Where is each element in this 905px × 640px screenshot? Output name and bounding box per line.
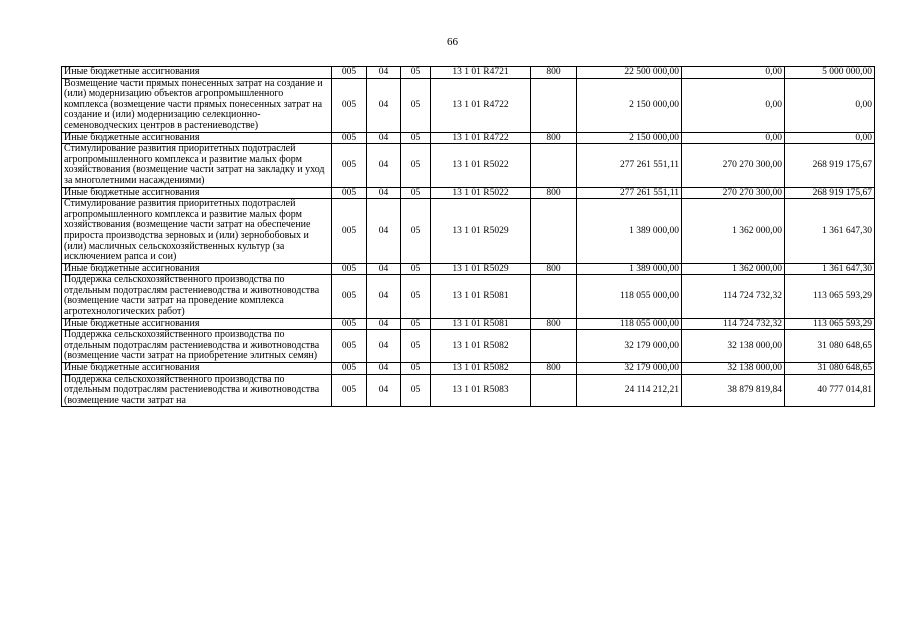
- amount-year-2: 270 270 300,00: [682, 144, 785, 187]
- table-row: [62, 199, 875, 264]
- row-name: Иные бюджетные ассигнования: [62, 132, 332, 144]
- section-code: 04: [367, 318, 401, 330]
- subsection-code: 05: [401, 144, 431, 187]
- subsection-code: 05: [401, 318, 431, 330]
- table-row: [62, 330, 875, 363]
- ministry-code: 005: [332, 374, 367, 407]
- amount-year-2: 0,00: [682, 78, 785, 132]
- subsection-code: 05: [401, 263, 431, 275]
- ministry-code: 005: [332, 132, 367, 144]
- row-name: Поддержка сельскохозяйственного производства по отдельным подотраслям растениеводства и животноводства (возмещение части затрат на проведение комплекса агротехнологических работ): [62, 275, 332, 318]
- table-row: [62, 275, 875, 318]
- ministry-code: 005: [332, 363, 367, 375]
- amount-year-1: 1 389 000,00: [577, 263, 682, 275]
- subsection-code: 05: [401, 363, 431, 375]
- section-code: 04: [367, 187, 401, 199]
- target-article-code: 13 1 01 R4722: [431, 78, 531, 132]
- amount-year-2: 32 138 000,00: [682, 330, 785, 363]
- table-row: [62, 263, 875, 275]
- target-article-code: 13 1 01 R5029: [431, 263, 531, 275]
- subsection-code: 05: [401, 67, 431, 79]
- row-name: Стимулирование развития приоритетных подотраслей агропромышленного комплекса и развитие малых форм хозяйствования (возмещение части затрат на обеспечение прироста производства зерновых и (или) зернобобовых и (или) масличных сельскохозяйственных культур (за исключением рапса и сои): [62, 199, 332, 264]
- section-code: 04: [367, 363, 401, 375]
- amount-year-2: 0,00: [682, 67, 785, 79]
- amount-year-1: 24 114 212,21: [577, 374, 682, 407]
- amount-year-3: 5 000 000,00: [785, 67, 875, 79]
- amount-year-3: 40 777 014,81: [785, 374, 875, 407]
- target-article-code: 13 1 01 R5022: [431, 144, 531, 187]
- amount-year-1: 32 179 000,00: [577, 330, 682, 363]
- amount-year-3: 0,00: [785, 132, 875, 144]
- amount-year-3: 1 361 647,30: [785, 199, 875, 264]
- amount-year-3: 1 361 647,30: [785, 263, 875, 275]
- amount-year-2: 1 362 000,00: [682, 199, 785, 264]
- row-name: Иные бюджетные ассигнования: [62, 67, 332, 79]
- row-name: Иные бюджетные ассигнования: [62, 187, 332, 199]
- subsection-code: 05: [401, 78, 431, 132]
- expense-type-code: 800: [531, 363, 577, 375]
- target-article-code: 13 1 01 R4722: [431, 132, 531, 144]
- target-article-code: 13 1 01 R5081: [431, 275, 531, 318]
- amount-year-2: 270 270 300,00: [682, 187, 785, 199]
- amount-year-1: 277 261 551,11: [577, 187, 682, 199]
- target-article-code: 13 1 01 R5081: [431, 318, 531, 330]
- target-article-code: 13 1 01 R5022: [431, 187, 531, 199]
- table-row: [62, 67, 875, 79]
- section-code: 04: [367, 67, 401, 79]
- target-article-code: 13 1 01 R5082: [431, 330, 531, 363]
- amount-year-3: 31 080 648,65: [785, 330, 875, 363]
- expense-type-code: [531, 144, 577, 187]
- amount-year-3: 113 065 593,29: [785, 275, 875, 318]
- amount-year-3: 268 919 175,67: [785, 144, 875, 187]
- table-row: [62, 78, 875, 132]
- section-code: 04: [367, 78, 401, 132]
- table-row: [62, 187, 875, 199]
- ministry-code: 005: [332, 330, 367, 363]
- amount-year-1: 32 179 000,00: [577, 363, 682, 375]
- expense-type-code: 800: [531, 318, 577, 330]
- table-row: [62, 374, 875, 407]
- ministry-code: 005: [332, 263, 367, 275]
- subsection-code: 05: [401, 199, 431, 264]
- amount-year-1: 22 500 000,00: [577, 67, 682, 79]
- page-number: 66: [447, 36, 458, 48]
- section-code: 04: [367, 374, 401, 407]
- amount-year-1: 2 150 000,00: [577, 78, 682, 132]
- row-name: Иные бюджетные ассигнования: [62, 318, 332, 330]
- table-row: [62, 144, 875, 187]
- ministry-code: 005: [332, 275, 367, 318]
- amount-year-3: 268 919 175,67: [785, 187, 875, 199]
- expense-type-code: 800: [531, 132, 577, 144]
- subsection-code: 05: [401, 187, 431, 199]
- ministry-code: 005: [332, 199, 367, 264]
- target-article-code: 13 1 01 R5083: [431, 374, 531, 407]
- amount-year-2: 114 724 732,32: [682, 318, 785, 330]
- amount-year-2: 32 138 000,00: [682, 363, 785, 375]
- section-code: 04: [367, 199, 401, 264]
- amount-year-2: 114 724 732,32: [682, 275, 785, 318]
- amount-year-3: 31 080 648,65: [785, 363, 875, 375]
- amount-year-3: 113 065 593,29: [785, 318, 875, 330]
- amount-year-1: 118 055 000,00: [577, 275, 682, 318]
- subsection-code: 05: [401, 132, 431, 144]
- amount-year-2: 1 362 000,00: [682, 263, 785, 275]
- subsection-code: 05: [401, 275, 431, 318]
- row-name: Стимулирование развития приоритетных подотраслей агропромышленного комплекса и развитие малых форм хозяйствования (возмещение части затрат на закладку и уход за многолетними насаждениями): [62, 144, 332, 187]
- target-article-code: 13 1 01 R5082: [431, 363, 531, 375]
- section-code: 04: [367, 263, 401, 275]
- expense-type-code: [531, 275, 577, 318]
- ministry-code: 005: [332, 144, 367, 187]
- section-code: 04: [367, 132, 401, 144]
- section-code: 04: [367, 330, 401, 363]
- expense-type-code: 800: [531, 263, 577, 275]
- amount-year-1: 277 261 551,11: [577, 144, 682, 187]
- expense-type-code: [531, 199, 577, 264]
- amount-year-2: 0,00: [682, 132, 785, 144]
- budget-table: [61, 66, 875, 407]
- row-name: Иные бюджетные ассигнования: [62, 263, 332, 275]
- subsection-code: 05: [401, 374, 431, 407]
- row-name: Возмещение части прямых понесенных затрат на создание и (или) модернизацию объектов агропромышленного комплекса (возмещение части прямых понесенных затрат на создание и (или) модернизацию селекционно-семеноводческих центров в растениеводстве): [62, 78, 332, 132]
- expense-type-code: 800: [531, 67, 577, 79]
- row-name: Поддержка сельскохозяйственного производства по отдельным подотраслям растениеводства и животноводства (возмещение части затрат на приобретение элитных семян): [62, 330, 332, 363]
- table-body: [62, 67, 875, 407]
- amount-year-1: 118 055 000,00: [577, 318, 682, 330]
- table-row: [62, 363, 875, 375]
- section-code: 04: [367, 144, 401, 187]
- target-article-code: 13 1 01 R5029: [431, 199, 531, 264]
- ministry-code: 005: [332, 318, 367, 330]
- row-name: Поддержка сельскохозяйственного производства по отдельным подотраслям растениеводства и животноводства (возмещение части затрат на: [62, 374, 332, 407]
- ministry-code: 005: [332, 67, 367, 79]
- table-row: [62, 132, 875, 144]
- target-article-code: 13 1 01 R4721: [431, 67, 531, 79]
- amount-year-1: 2 150 000,00: [577, 132, 682, 144]
- expense-type-code: [531, 78, 577, 132]
- expense-type-code: 800: [531, 187, 577, 199]
- ministry-code: 005: [332, 187, 367, 199]
- expense-type-code: [531, 330, 577, 363]
- amount-year-3: 0,00: [785, 78, 875, 132]
- expense-type-code: [531, 374, 577, 407]
- amount-year-1: 1 389 000,00: [577, 199, 682, 264]
- section-code: 04: [367, 275, 401, 318]
- row-name: Иные бюджетные ассигнования: [62, 363, 332, 375]
- table-row: [62, 318, 875, 330]
- ministry-code: 005: [332, 78, 367, 132]
- amount-year-2: 38 879 819,84: [682, 374, 785, 407]
- subsection-code: 05: [401, 330, 431, 363]
